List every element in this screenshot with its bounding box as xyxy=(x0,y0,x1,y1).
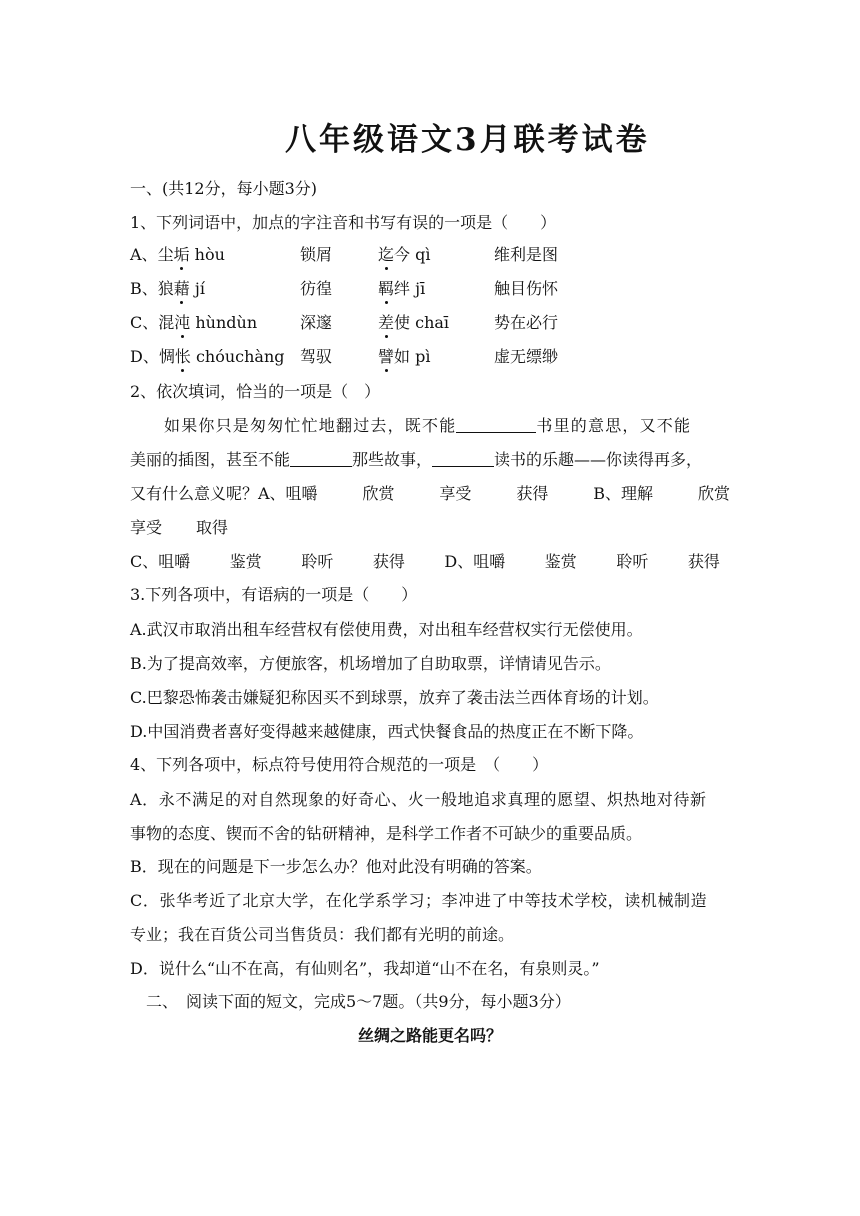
question-2-options-line-2: 享受 取得 xyxy=(130,518,229,537)
dotted-character: 沌 xyxy=(174,313,191,332)
question-2-passage-line-2: 美丽的插图，甚至不能 那些故事， 读书的乐趣——你读得再多， xyxy=(130,450,703,469)
option-label: D、 xyxy=(130,347,159,366)
question-4-option-a-line-2: 事物的态度、锲而不舍的钻研精神，是科学工作者不可缺少的重要品质。 xyxy=(130,824,643,843)
question-4-stem: 4、下列各项中，标点符号使用符合规范的一项是 （ ） xyxy=(130,755,549,774)
section-two-header: 二、 阅读下面的短文，完成5～7题。（共9分，每小题3分） xyxy=(146,992,571,1011)
section-one-header: 一、(共12分，每小题3分) xyxy=(130,179,318,198)
question-2-passage-line-1: 如果你只是匆匆忙忙地翻过去，既不能 书里的意思，又不能 xyxy=(164,416,692,435)
question-3-option-b: B.为了提高效率，方便旅客，机场增加了自助取票，详情请见告示。 xyxy=(130,654,611,673)
question-3-option-d: D.中国消费者喜好变得越来越健康，西式快餐食品的热度正在不断下降。 xyxy=(130,722,644,741)
question-4-option-c-line-2: 专业；我在百货公司当售货员：我们都有光明的前途。 xyxy=(130,925,515,944)
dotted-character: 怅 xyxy=(174,347,191,366)
dotted-character: 差 xyxy=(378,313,395,332)
question-4-option-a-line-1: A．永不满足的对自然现象的好奇心、火一般地追求真理的愿望、炽热地对待新 xyxy=(130,790,707,809)
option-label: C、 xyxy=(130,313,159,332)
question-2-stem: 2、依次填词，恰当的一项是（ ） xyxy=(130,382,381,401)
dotted-character: 譬 xyxy=(378,347,395,366)
option-label: B、 xyxy=(130,279,158,298)
dotted-character: 垢 xyxy=(173,245,190,264)
dotted-character: 羁 xyxy=(378,279,395,298)
question-4-option-b: B．现在的问题是下一步怎么办？他对此没有明确的答案。 xyxy=(130,857,542,876)
question-3-stem: 3.下列各项中，有语病的一项是（ ） xyxy=(130,585,418,604)
question-3-option-a: A.武汉市取消出租车经营权有偿使用费，对出租车经营权实行无偿使用。 xyxy=(130,620,643,639)
question-3-option-c: C.巴黎恐怖袭击嫌疑犯称因买不到球票，放弃了袭击法兰西体育场的计划。 xyxy=(130,688,659,707)
question-2-options-line-1: 又有什么意义呢？A、咀嚼 欣赏 享受 获得 B、理解 欣赏 xyxy=(130,484,730,503)
dotted-character: 藉 xyxy=(173,279,190,298)
exam-title: 八年级语文3月联考试卷 xyxy=(285,122,650,158)
exam-page: 八年级语文3月联考试卷 一、(共12分，每小题3分) 1、下列词语中，加点的字注音和书写有误的一项是（ ） A、尘垢 hòu 锁屑 迄今 qì 维利是图 B、狼藉 jí 彷徨 羁绊 jī 触目伤怀 C、混沌 hùndùn 深邃 差使 chaī 势在必行 D、惆怅 chóuchàng 驾驭 譬如 pì 虚无缥缈 2、依次填词，恰当的一项是（ ） 如果你只是匆匆忙忙地翻过去，既不能 书里的意思，又不能 美丽的插图，甚至不能 那些故事， 读书的乐趣——你读得再多， 又有什么意义呢？A、咀嚼 欣赏 享受 获得 B、理解 欣赏 享受 取得 C、咀嚼 鉴赏 聆听 获得 D、咀嚼 鉴赏 聆听 获得 3.下列各项中，有语病的一项是（ ） A.武汉市取消出租车经营权有偿使用费，对出租车经营权实行无偿使用。 B.为了提高效率，方便旅客，机场增加了自助取票，详情请见告示。 C.巴黎恐怖袭击嫌疑犯称因买不到球票，放弃了袭击法兰西体育场的计划。 D.中国消费者喜好变得越来越健康，西式快餐食品的热度正在不断下降。 4、下列各项中，标点符号使用符合规范的一项是 （ ） A．永不满足的对自然现象的好奇心、火一般地追求真理的愿望、炽热地对待新 事物的态度、锲而不舍的钻研精神，是科学工作者不可缺少的重要品质。 B．现在的问题是下一步怎么办？他对此没有明确的答案。 C．张华考近了北京大学，在化学系学习；李冲进了中等技术学校，读机械制造 专业；我在百货公司当售货员：我们都有光明的前途。 D．说什么“山不在高，有仙则名”，我却道“山不在名，有泉则灵。” 二、 阅读下面的短文，完成5～7题。（共9分，每小题3分） 丝绸之路能更名吗？ xyxy=(0,0,860,1216)
question-4-option-d: D．说什么“山不在高，有仙则名”，我却道“山不在名，有泉则灵。” xyxy=(130,959,600,978)
article-title: 丝绸之路能更名吗？ xyxy=(357,1026,502,1045)
dotted-character: 迄 xyxy=(378,245,395,264)
question-1-stem: 1、下列词语中，加点的字注音和书写有误的一项是（ ） xyxy=(130,213,557,232)
fill-blank xyxy=(432,450,494,467)
fill-blank xyxy=(290,450,352,467)
option-label: A、 xyxy=(130,245,158,264)
fill-blank xyxy=(456,416,536,433)
question-4-option-c-line-1: C．张华考近了北京大学，在化学系学习；李冲进了中等技术学校，读机械制造 xyxy=(130,891,708,910)
question-2-options-line-3: C、咀嚼 鉴赏 聆听 获得 D、咀嚼 鉴赏 聆听 获得 xyxy=(130,552,720,571)
